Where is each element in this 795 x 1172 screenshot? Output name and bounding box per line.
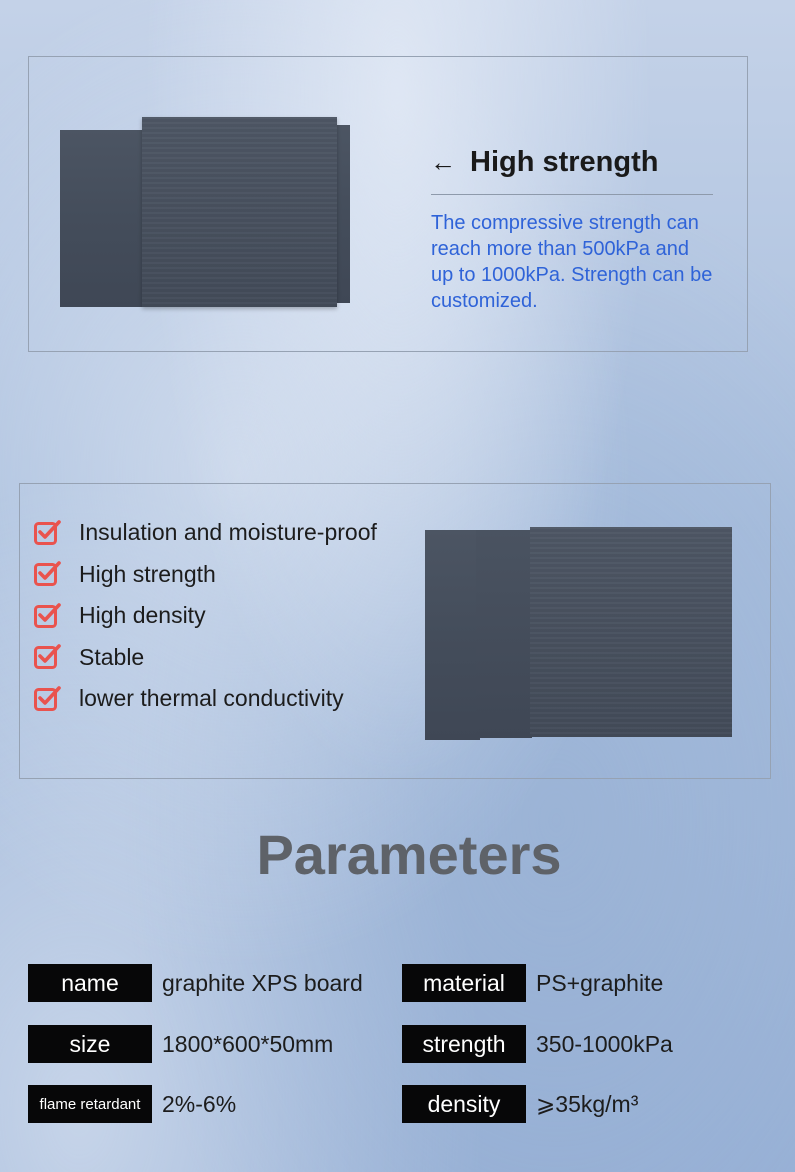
checkbox-checked-icon [33, 519, 61, 547]
param-key-size: size [28, 1025, 152, 1063]
feature-description: The compressive strength can reach more than 500kPa and up to 1000kPa. Strength can be customized. [431, 212, 713, 312]
list-item [33, 678, 377, 720]
param-key-flame-retardant: flame retardant [28, 1085, 152, 1123]
param-key-strength: strength [402, 1025, 526, 1063]
feature-heading [430, 142, 712, 182]
checklist-label: Insulation and moisture-proof [79, 519, 377, 546]
board-right [530, 527, 732, 737]
param-value-size: 1800*600*50mm [162, 1030, 334, 1057]
feature-title: High strength [470, 145, 659, 178]
list-item [33, 595, 377, 637]
board-middle [476, 530, 532, 738]
divider [431, 194, 713, 195]
param-value-flame-retardant: 2%-6% [162, 1090, 237, 1117]
checklist-label: Stable [79, 643, 145, 670]
param-value-name: graphite XPS board [162, 969, 363, 996]
left-arrow-icon: ← [430, 146, 456, 177]
parameters-title: Parameters [256, 823, 562, 886]
checklist-label: High density [79, 602, 206, 629]
checkbox-checked-icon [33, 643, 61, 671]
checkbox-checked-icon [33, 602, 61, 630]
checklist-label: lower thermal conductivity [79, 685, 344, 712]
checkbox-checked-icon [33, 560, 61, 588]
feature-checklist [33, 512, 377, 720]
board-back [60, 130, 152, 307]
list-item [33, 554, 377, 596]
param-value-material: PS+graphite [536, 969, 664, 996]
list-item [33, 512, 377, 554]
list-item [33, 637, 377, 679]
param-key-name: name [28, 964, 152, 1002]
param-key-density: density [402, 1085, 526, 1123]
board-left [425, 530, 480, 740]
checklist-label: High strength [79, 560, 216, 587]
param-key-material: material [402, 964, 526, 1002]
param-value-strength: 350-1000kPa [536, 1030, 673, 1057]
param-value-density: ⩾35kg/m³ [536, 1090, 639, 1117]
checkbox-checked-icon [33, 685, 61, 713]
board-front [142, 117, 337, 307]
